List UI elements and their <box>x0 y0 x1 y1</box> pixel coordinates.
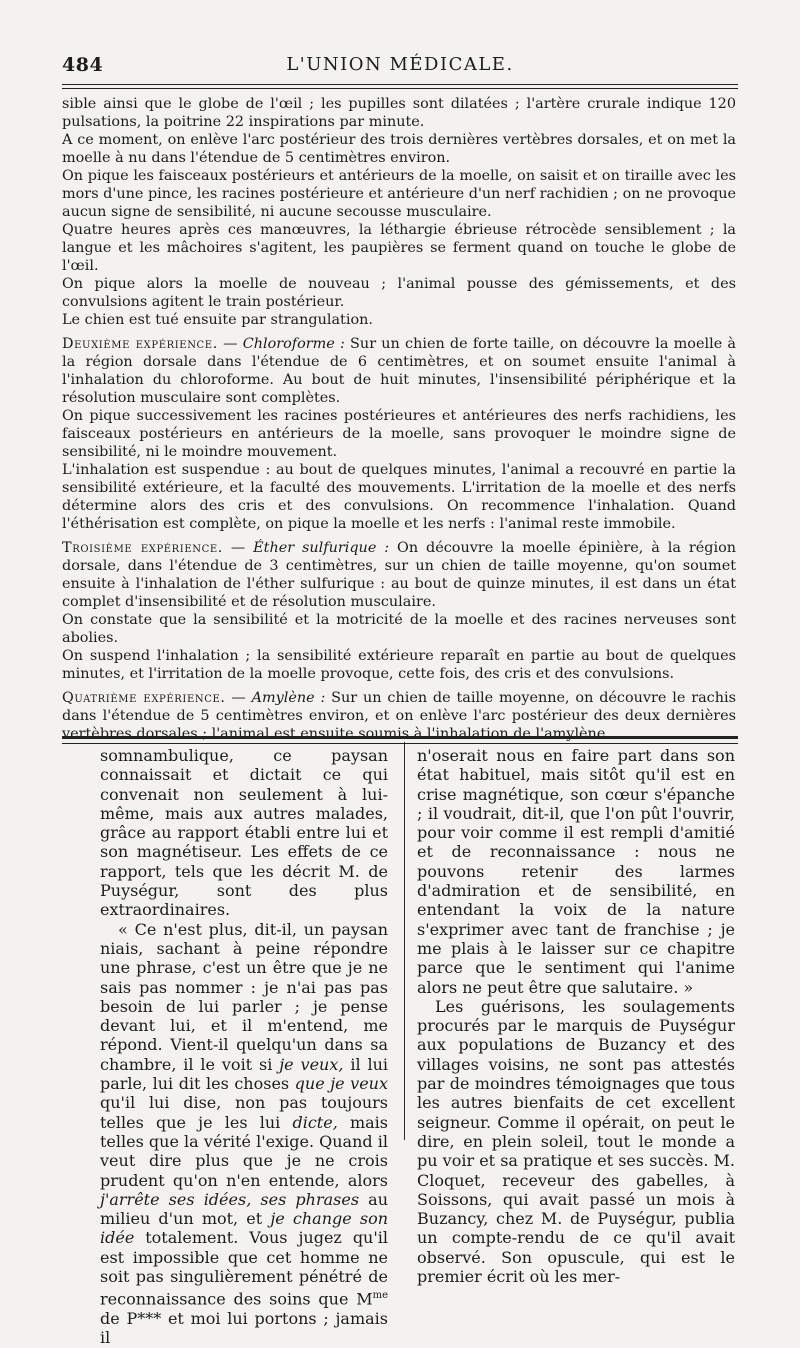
header-rule <box>62 84 738 89</box>
column-separator <box>404 742 405 1140</box>
superscript: me <box>372 1290 388 1302</box>
text-run-italic: je change son idée <box>100 1209 389 1248</box>
experiment-text: Sur un chien de taille moyenne, on découvre le rachis dans l'étendue de 5 centimètres environ, et on enlève l'arc postérieur des deux dernières vertèbres dorsales ; l'animal est ensuite soumis à l'inhalation de l'amylène. <box>62 690 736 742</box>
paragraph: n'oserait nous en faire part dans son état habituel, mais sitôt qu'il est en crise magnétique, son cœur s'épanche ; il voudrait, dit-il, que l'on pût l'ouvrir, pour voir comme il est rempli d'amitié et de reconnaissance : nous ne pouvons retenir des larmes d'admiration et de sensibilité, en entendant la voix de la nature s'exprimer avec tant de franchise ; je me plais à le laisser sur ce chapitre parce que le sentiment qui l'anime alors ne peut être que salutaire. » <box>417 746 735 997</box>
page-number: 484 <box>62 54 104 76</box>
paragraph: On suspend l'inhalation ; la sensibilité extérieure reparaît en partie au bout de quelques minutes, et l'irritation de la moelle provoque, cette fois, des cris et des convulsions. <box>62 648 736 682</box>
experiment-agent: Chloroforme : <box>242 336 345 352</box>
dash: — <box>222 540 254 556</box>
paragraph: On pique les faisceaux postérieurs et antérieurs de la moelle, on saisit et on tiraille avec les mors d'une pince, les racines postérieure et antérieure d'un nerf rachidien ; on ne provoque aucun signe de sensibilité, ni aucune secousse musculaire. <box>62 168 736 220</box>
paragraph: On constate que la sensibilité et la motricité de la moelle et des racines nerveuses sont abolies. <box>62 612 736 646</box>
text-run-italic: je veux, <box>279 1054 344 1074</box>
running-title: L'UNION MÉDICALE. <box>286 54 514 75</box>
text-run: « Ce n'est plus, dit-il, un paysan niais, sachant à peine répondre une phrase, c'est un être que je ne sais pas nommer : je n'ai pas pas besoin de lui parler ; je pense devant lui, et il m'entend, me répond. Vient-il quelqu'un dans sa chambre, il le voit si <box>100 919 388 1074</box>
dash: — <box>217 336 243 352</box>
text-run-italic: que je veux <box>294 1074 388 1094</box>
experiment-text: On découvre la moelle épinière, à la région dorsale, dans l'étendue de 3 centimètres, sur un chien de taille moyenne, qu'on soumet ensuite à l'inhalation de l'éther sulfurique : au bout de quinze minutes, il est dans un état complet d'insensibilité et de résolution musculaire. <box>62 540 737 610</box>
feuilleton-rule <box>62 736 738 744</box>
paragraph: L'inhalation est suspendue : au bout de quelques minutes, l'animal a recouvré en partie la sensibilité extérieure, et la faculté des mouvements. L'irritation de la moelle et des nerfs détermine alors des cris et des convulsions. On recommence l'inhalation. Quand l'éthérisation est complète, on pique la moelle et les nerfs : l'animal reste immobile. <box>62 462 736 532</box>
paragraph: Les guérisons, les soulagements procurés par le marquis de Puységur aux populations de Buzancy et des villages voisins, ne sont pas attestés par de moindres témoignages que tous les autres bienfaits de cet excellent seigneur. Comme il opérait, on peut le dire, en plein soleil, tout le monde a pu voir et sa pratique et ses succès. M. Cloquet, receveur des gabelles, à Soissons, qui avait passé un mois à Buzancy, chez M. de Puységur, publia un compte-rendu de ce qu'il avait observé. Son opuscule, qui est le premier écrit où les mer- <box>417 996 735 1287</box>
text-run: mais telles que la vérité l'exige. Quand il veut dire plus que je ne crois prudent qu'on n'en entende, alors <box>100 1112 388 1190</box>
main-text <box>62 95 737 743</box>
text-run-italic: dicte, <box>292 1112 338 1132</box>
paragraph: sible ainsi que le globe de l'œil ; les pupilles sont dilatées ; l'artère crurale indique 120 pulsations, la poitrine 22 inspirations par minute. <box>62 96 736 130</box>
experiment-label: Quatrième expérience. <box>62 690 226 706</box>
text-run: qu'il lui dise, non pas toujours telles que je les lui <box>100 1093 388 1132</box>
dash: — <box>225 690 252 706</box>
feuilleton-left-column <box>100 746 388 1348</box>
experiment-label: Deuxième expérience. <box>62 336 218 352</box>
text-run: il lui parle, lui dit les choses <box>100 1054 389 1094</box>
experiment-label: Troisième expérience. <box>62 540 223 556</box>
feuilleton-right-column <box>417 746 735 1286</box>
experiment-2 <box>62 335 736 407</box>
experiment-4 <box>62 689 736 743</box>
experiment-agent: Amylène : <box>251 690 326 706</box>
paragraph: On pique successivement les racines postérieures et antérieures des nerfs rachidiens, les faisceaux postérieurs en antérieurs de la moelle, sans provoquer le moindre signe de sensibilité, ni le moindre mouvement. <box>62 408 736 460</box>
experiment-agent: Éther sulfurique : <box>253 540 390 556</box>
paragraph: On pique alors la moelle de nouveau ; l'animal pousse des gémissements, et des convulsions agitent le train postérieur. <box>62 276 736 310</box>
paragraph: A ce moment, on enlève l'arc postérieur des trois dernières vertèbres dorsales, et on met la moelle à nu dans l'étendue de 5 centimètres environ. <box>62 132 736 166</box>
text-run: au milieu d'un mot, et <box>100 1189 388 1229</box>
text-run-italic: j'arrête ses idées, ses phrases <box>100 1189 360 1209</box>
quote-paragraph <box>100 920 388 1348</box>
text-run: totalement. Vous jugez qu'il est impossible que cet homme ne soit pas singulièrement pénétré de reconnaissance des soins que M <box>100 1228 388 1309</box>
paragraph: somnambulique, ce paysan connaissait et dictait ce qui convenait non seulement à lui-même, mais aux autres malades, grâce au rapport établi entre lui et son magnétiseur. Les effets de ce rapport, tels que les décrit M. de Puységur, sont des plus extraordinaires. <box>100 746 388 920</box>
paragraph: Quatre heures après ces manœuvres, la léthargie ébrieuse rétrocède sensiblement ; la langue et les mâchoires s'agitent, les paupières se ferment quand on touche le globe de l'œil. <box>62 222 736 274</box>
experiment-3 <box>62 539 736 611</box>
text-run: de P*** et moi lui portons ; jamais il <box>100 1308 388 1348</box>
paragraph: Le chien est tué ensuite par strangulation. <box>62 312 373 328</box>
experiment-text: Sur un chien de forte taille, on découvre la moelle à la région dorsale dans l'étendue de 6 centimètres, et on soumet ensuite l'animal à l'inhalation du chloroforme. Au bout de huit minutes, l'insensibilité périphérique et la résolution musculaire sont complètes. <box>62 336 736 406</box>
